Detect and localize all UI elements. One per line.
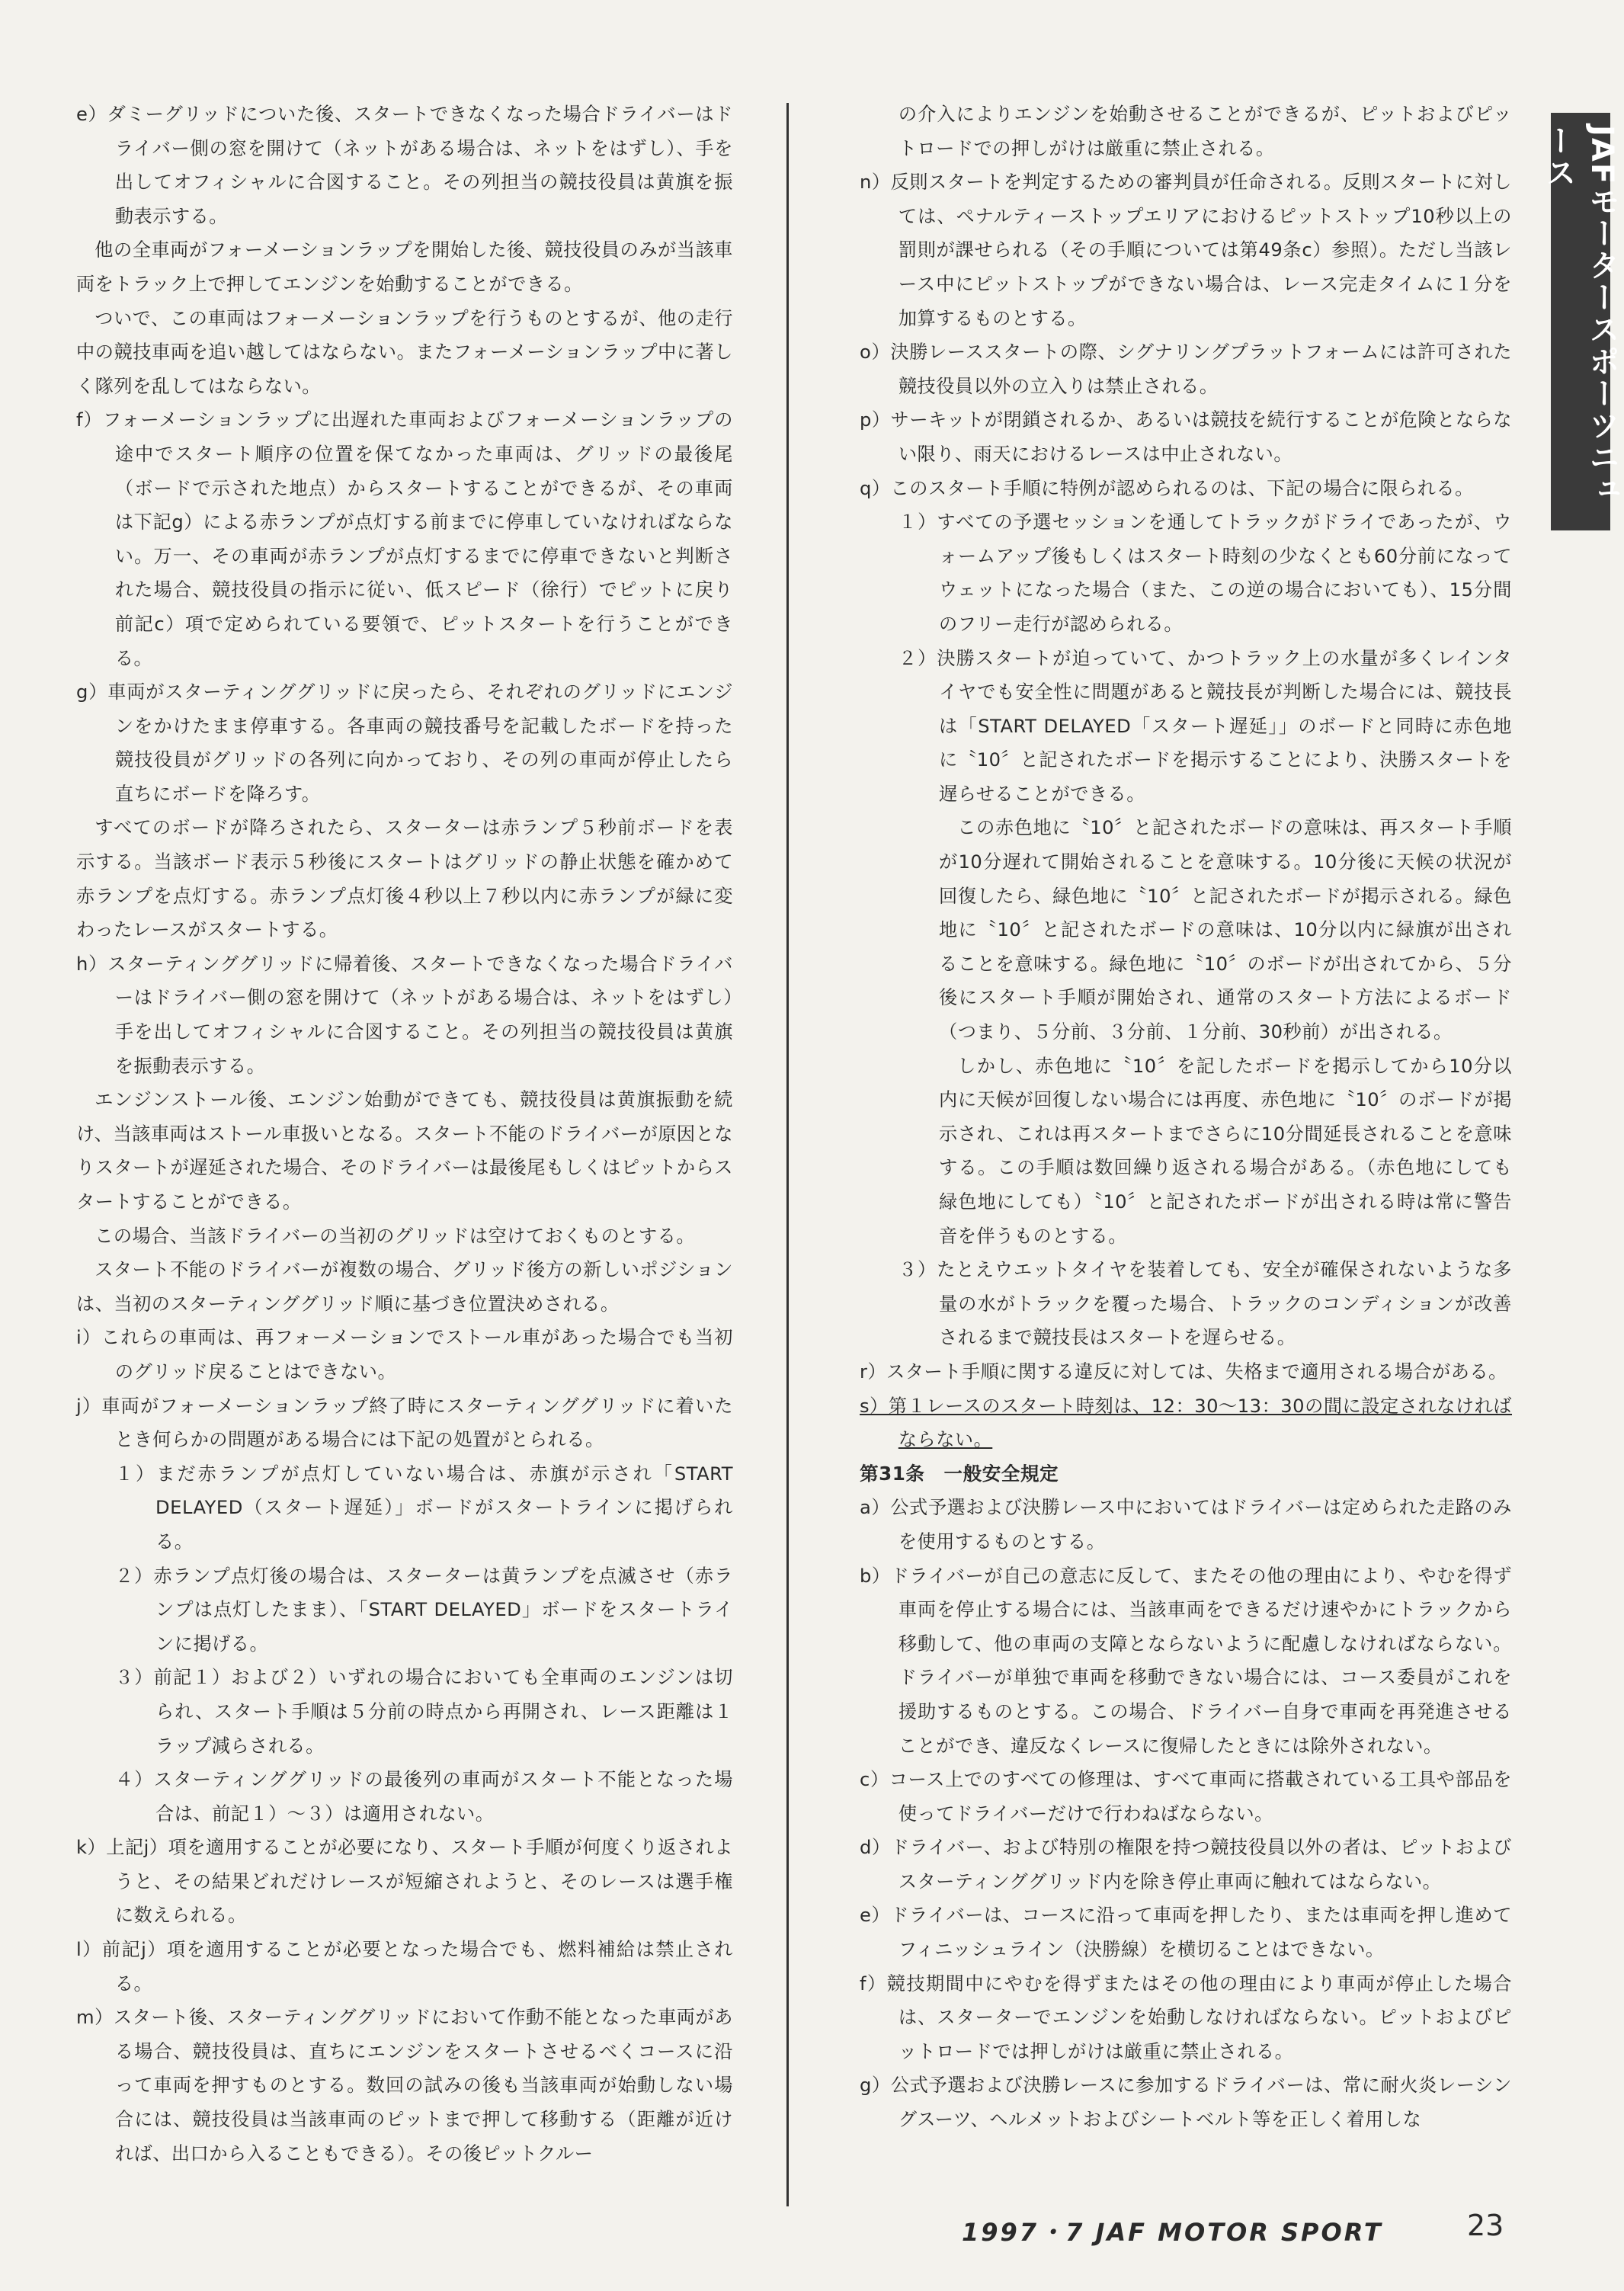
paragraph: n）反則スタートを判定するための審判員が任命される。反則スタートに対しては、ペナルティーストップエリアにおけるピットストップ10秒以上の罰則が課せられる（その手順については第49条c）参照）。ただし当該レース中にピットストップができない場合は、レース完走タイムに１分を加算するものとする。 [860,171,1512,329]
paragraph: １）すべての予選セッションを通してトラックがドライであったが、ウォームアップ後もしくはスタート時刻の少なくとも60分前になってウェットになった場合（また、この逆の場合においても）、15分間のフリー走行が認められる。 [898,511,1512,635]
paragraph: j）車両がフォーメーションラップ終了時にスターティンググリッドに着いたとき何らかの問題がある場合には下記の処置がとられる。 [76,1395,733,1451]
paragraph: スタート不能のドライバーが複数の場合、グリッド後方の新しいポジションは、当初のスターティンググリッド順に基づき位置決めされる。 [76,1259,733,1315]
paragraph: エンジンストール後、エンジン始動ができても、競技役員は黄旗振動を続け、当該車両はストール車扱いとなる。スタート不能のドライバーが原因となりスタートが遅延された場合、そのドライバーは最後尾もしくはピットからスタートすることができる。 [76,1089,733,1213]
magazine-footer: 1997・7 JAF MOTOR SPORT [962,2218,1383,2247]
paragraph: f）フォーメーションラップに出遅れた車両およびフォーメーションラップの途中でスタート順序の位置を保てなかった車両は、グリッドの最後尾（ボードで示された地点）からスタートすることができるが、その車両は下記g）による赤ランプが点灯する前までに停車していなければならない。万一、その車両が赤ランプが点灯するまでに停車できないと判断された場合、競技役員の指示に従い、低スピード（徐行）でピットに戻り前記c）項で定められている要領で、ピットスタートを行うことができる。 [76,409,733,669]
page-number: 23 [1467,2209,1504,2242]
paragraph: d）ドライバー、および特別の権限を持つ競技役員以外の者は、ピットおよびスターティンググリッド内を除き停止車両に触れてはならない。 [860,1837,1512,1892]
paragraph: ３）たとえウエットタイヤを装着しても、安全が確保されないような多量の水がトラックを覆った場合、トラックのコンディションが改善されるまで競技長はスタートを遅らせる。 [898,1259,1512,1349]
paragraph: の介入によりエンジンを始動させることができるが、ピットおよびピットロードでの押しがけは厳重に禁止される。 [898,104,1512,159]
paragraph: すべてのボードが降ろされたら、スターターは赤ランプ５秒前ボードを表示する。当該ボード表示５秒後にスタートはグリッドの静止状態を確かめて赤ランプを点灯する。赤ランプ点灯後４秒以上７秒以内に赤ランプが緑に変わったレースがスタートする。 [76,817,733,941]
paragraph: g）車両がスターティンググリッドに戻ったら、それぞれのグリッドにエンジンをかけたまま停車する。各車両の競技番号を記載したボードを持った競技役員がグリッドの各列に向かっており、その列の車両が停止したら直ちにボードを降ろす。 [76,681,733,805]
right-column [860,98,1512,2137]
paragraph: q）このスタート手順に特例が認められるのは、下記の場合に限られる。 [860,477,1474,499]
left-column [76,98,733,2171]
paragraph: f）競技期間中にやむを得ずまたはその他の理由により車両が停止した場合は、スターターでエンジンを始動しなければならない。ピットおよびピットロードでは押しがけは厳重に禁止される。 [860,1972,1512,2062]
article-heading: 第31条 一般安全規定 [860,1462,1059,1485]
paragraph: b）ドライバーが自己の意志に反して、またその他の理由により、やむを得ず車両を停止する場合には、当該車両をできるだけ速やかにトラックから移動して、他の車両の支障とならないように配慮しなければならない。ドライバーが単独で車両を移動できない場合には、コース委員がこれを援助するものとする。この場合、ドライバー自身で車両を再発進させることができ、違反なくレースに復帰したときには除外されない。 [860,1565,1512,1757]
paragraph: ３）前記１）および２）いずれの場合においても全車両のエンジンは切られ、スタート手順は５分前の時点から再開され、レース距離は１ラップ減らされる。 [114,1667,733,1757]
paragraph: しかし、赤色地に〝10〞を記したボードを掲示してから10分以内に天候が回復しない場合には再度、赤色地に〝10〞のボードが掲示され、これは再スタートまでさらに10分間延長されることを意味する。この手順は数回繰り返される場合がある。（赤色地にしても緑色地にしても）〝10〞と記されたボードが出される時は常に警告音を伴うものとする。 [939,1055,1512,1247]
paragraph: s）第１レースのスタート時刻は、12：30〜13：30の間に設定されなければならない。 [860,1395,1512,1451]
paragraph: o）決勝レーススタートの際、シグナリングプラットフォームには許可された競技役員以外の立入りは禁止される。 [860,341,1512,397]
paragraph: ２）決勝スタートが迫っていて、かつトラック上の水量が多くレインタイヤでも安全性に問題があると競技長が判断した場合には、競技長は「START DELAYED「スタート遅延」」のボードと同時に赤色地に〝10〞と記されたボードを掲示することにより、決勝スタートを遅らせることができる。 [898,647,1512,805]
paragraph: p）サーキットが閉鎖されるか、あるいは競技を続行することが危険とならない限り、雨天におけるレースは中止されない。 [860,409,1512,465]
paragraph: l）前記j）項を適用することが必要となった場合でも、燃料補給は禁止される。 [76,1939,733,1995]
section-tab-label: JAFモータースポーツニュース [1541,125,1619,506]
paragraph: e）ドライバーは、コースに沿って車両を押したり、または車両を押し進めてフィニッシュライン（決勝線）を横切ることはできない。 [860,1905,1512,1961]
paragraph: e）ダミーグリッドについた後、スタートできなくなった場合ドライバーはドライバー側の窓を開けて（ネットがある場合は、ネットをはずし）、手を出してオフィシャルに合図すること。その列担当の競技役員は黄旗を振動表示する。 [76,104,733,227]
paragraph: h）スターティンググリッドに帰着後、スタートできなくなった場合ドライバーはドライバー側の窓を開けて（ネットがある場合は、ネットをはずし）手を出してオフィシャルに合図すること。その列担当の競技役員は黄旗を振動表示する。 [76,953,733,1077]
section-tab [1541,113,1619,530]
paragraph: 他の全車両がフォーメーションラップを開始した後、競技役員のみが当該車両をトラック上で押してエンジンを始動することができる。 [76,239,733,295]
paragraph: c）コース上でのすべての修理は、すべて車両に搭載されている工具や部品を使ってドライバーだけで行わねばならない。 [860,1769,1512,1825]
paragraph: この場合、当該ドライバーの当初のグリッドは空けておくものとする。 [94,1225,696,1247]
paragraph: m）スタート後、スターティンググリッドにおいて作動不能となった車両がある場合、競技役員は、直ちにエンジンをスタートさせるべくコースに沿って車両を押すものとする。数回の試みの後も当該車両が始動しない場合には、競技役員は当該車両のピットまで押して移動する（距離が近ければ、出口から入ることもできる）。その後ピットクルー [76,2007,733,2164]
paragraph: ２）赤ランプ点灯後の場合は、スターターは黄ランプを点滅させ（赤ランプは点灯したまま）、「START DELAYED」ボードをスタートラインに掲げる。 [114,1565,733,1655]
paragraph: この赤色地に〝10〞と記されたボードの意味は、再スタート手順が10分遅れて開始されることを意味する。10分後に天候の状況が回復したら、緑色地に〝10〞と記されたボードが掲示される。緑色地に〝10〞と記されたボードの意味は、10分以内に緑旗が出されることを意味する。緑色地に〝10〞のボードが出されてから、５分後にスタート手順が開始され、通常のスタート方法によるボード（つまり、５分前、３分前、１分前、30秒前）が出される。 [939,817,1512,1043]
paragraph: １）まだ赤ランプが点灯していない場合は、赤旗が示され「START DELAYED（スタート遅延）」ボードがスタートラインに掲げられる。 [114,1463,733,1552]
paragraph: k）上記j）項を適用することが必要になり、スタート手順が何度くり返されようと、その結果どれだけレースが短縮されようと、そのレースは選手権に数えられる。 [76,1837,733,1927]
paragraph: r）スタート手順に関する違反に対しては、失格まで適用される場合がある。 [860,1360,1507,1383]
paragraph: g）公式予選および決勝レースに参加するドライバーは、常に耐火炎レーシングスーツ、ヘルメットおよびシートベルト等を正しく着用しな [860,2075,1512,2131]
paragraph: ついで、この車両はフォーメーションラップを行うものとするが、他の走行中の競技車両を追い越してはならない。またフォーメーションラップ中に著しく隊列を乱してはならない。 [76,307,733,397]
column-divider [786,103,789,2206]
paragraph: ４）スターティンググリッドの最後列の車両がスタート不能となった場合は、前記１）〜３）は適用されない。 [114,1769,733,1825]
paragraph: i）これらの車両は、再フォーメーションでストール車があった場合でも当初のグリッド戻ることはできない。 [76,1327,733,1383]
paragraph: a）公式予選および決勝レース中においてはドライバーは定められた走路のみを使用するものとする。 [860,1497,1512,1552]
